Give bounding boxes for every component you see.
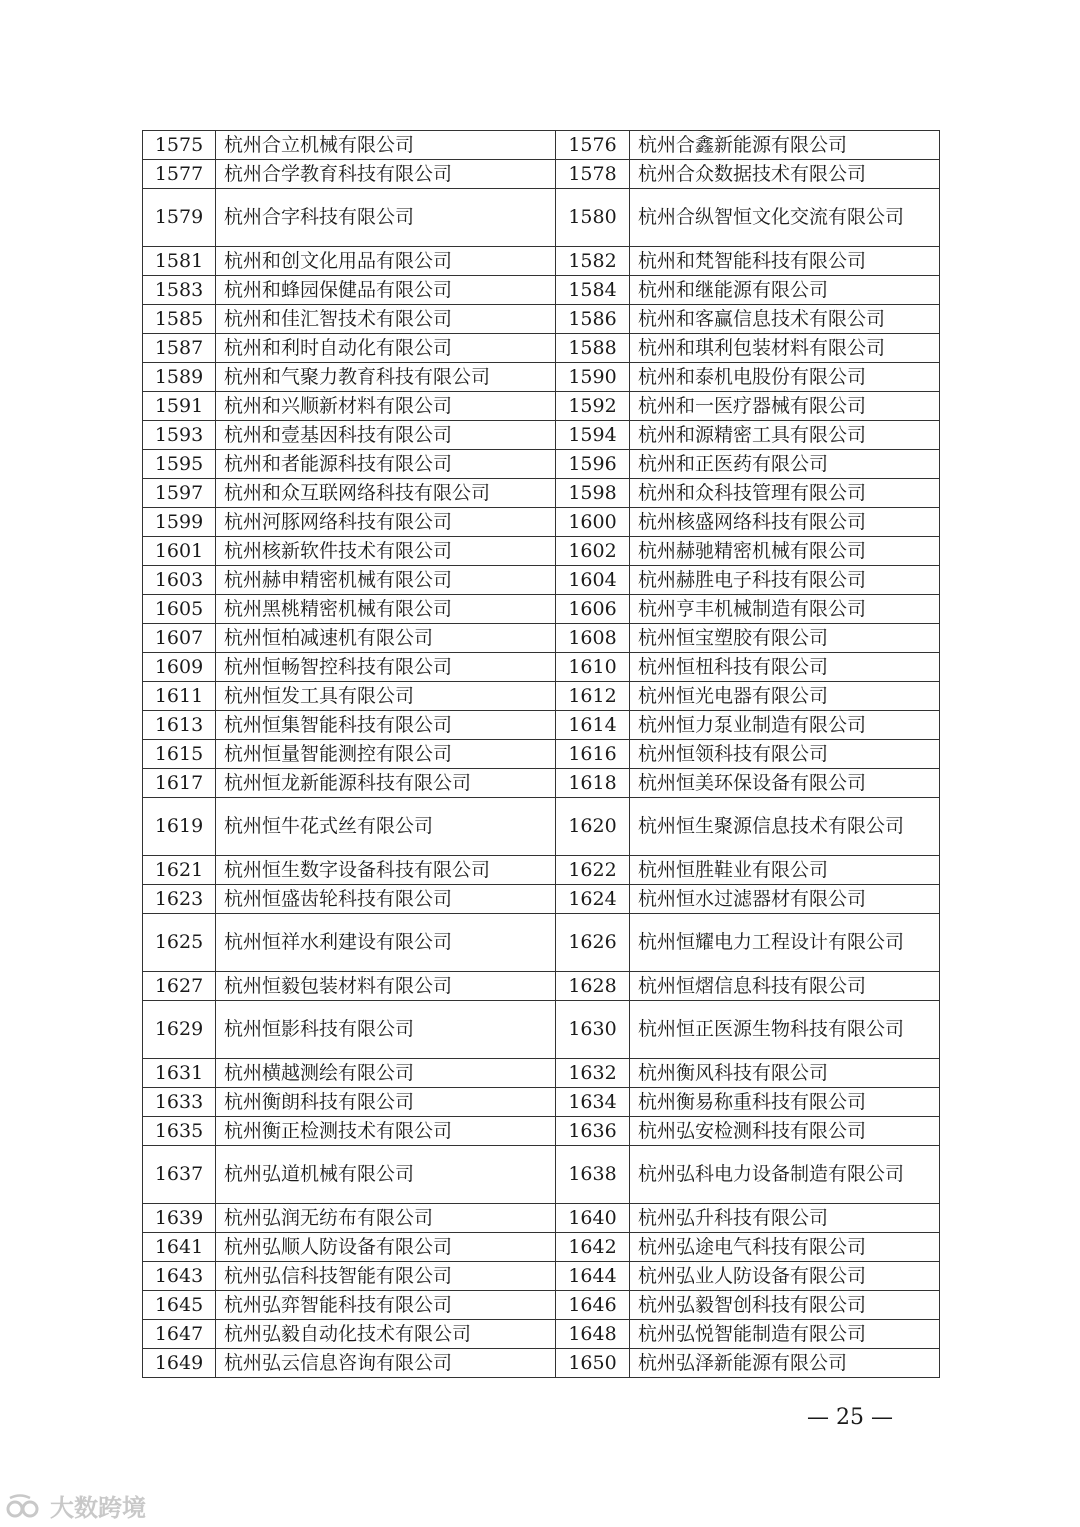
row-number-left: 1587 — [143, 334, 216, 363]
company-name-right: 杭州和继能源有限公司 — [630, 276, 940, 305]
row-number-right: 1582 — [556, 247, 630, 276]
company-name-right: 杭州弘毅智创科技有限公司 — [630, 1291, 940, 1320]
company-name-right: 杭州恒熠信息科技有限公司 — [630, 972, 940, 1001]
company-name-right: 杭州和正医药有限公司 — [630, 450, 940, 479]
company-name-left: 杭州恒集智能科技有限公司 — [216, 711, 556, 740]
table-row — [143, 798, 940, 856]
camera-logo-icon — [6, 1493, 46, 1519]
row-number-right: 1640 — [556, 1204, 630, 1233]
company-name-left: 杭州和佳汇智技术有限公司 — [216, 305, 556, 334]
row-number-left: 1649 — [143, 1349, 216, 1378]
company-name-left: 杭州横越测绘有限公司 — [216, 1059, 556, 1088]
row-number-left: 1585 — [143, 305, 216, 334]
company-name-left: 杭州合学教育科技有限公司 — [216, 160, 556, 189]
company-name-right: 杭州核盛网络科技有限公司 — [630, 508, 940, 537]
company-name-left: 杭州恒牛花式丝有限公司 — [216, 798, 556, 856]
row-number-left: 1575 — [143, 131, 216, 160]
table-row — [143, 595, 940, 624]
row-number-left: 1621 — [143, 856, 216, 885]
company-name-left: 杭州弘润无纺布有限公司 — [216, 1204, 556, 1233]
company-name-right: 杭州恒领科技有限公司 — [630, 740, 940, 769]
page-number: — 25 — — [807, 1405, 893, 1430]
company-name-left: 杭州恒盛齿轮科技有限公司 — [216, 885, 556, 914]
row-number-right: 1630 — [556, 1001, 630, 1059]
row-number-left: 1631 — [143, 1059, 216, 1088]
row-number-left: 1643 — [143, 1262, 216, 1291]
table-row — [143, 450, 940, 479]
company-name-left: 杭州弘云信息咨询有限公司 — [216, 1349, 556, 1378]
table-row — [143, 160, 940, 189]
company-name-right: 杭州赫驰精密机械有限公司 — [630, 537, 940, 566]
table-row — [143, 740, 940, 769]
company-name-left: 杭州恒祥水利建设有限公司 — [216, 914, 556, 972]
row-number-right: 1650 — [556, 1349, 630, 1378]
company-name-left: 杭州弘道机械有限公司 — [216, 1146, 556, 1204]
row-number-right: 1648 — [556, 1320, 630, 1349]
row-number-left: 1583 — [143, 276, 216, 305]
row-number-left: 1601 — [143, 537, 216, 566]
row-number-right: 1592 — [556, 392, 630, 421]
company-name-left: 杭州和众互联网络科技有限公司 — [216, 479, 556, 508]
company-name-right: 杭州衡易称重科技有限公司 — [630, 1088, 940, 1117]
company-name-right: 杭州合鑫新能源有限公司 — [630, 131, 940, 160]
row-number-right: 1626 — [556, 914, 630, 972]
row-number-right: 1622 — [556, 856, 630, 885]
company-name-left: 杭州赫申精密机械有限公司 — [216, 566, 556, 595]
row-number-right: 1624 — [556, 885, 630, 914]
row-number-right: 1606 — [556, 595, 630, 624]
company-name-left: 杭州和气聚力教育科技有限公司 — [216, 363, 556, 392]
row-number-right: 1590 — [556, 363, 630, 392]
row-number-right: 1576 — [556, 131, 630, 160]
row-number-right: 1638 — [556, 1146, 630, 1204]
company-name-right: 杭州恒耀电力工程设计有限公司 — [630, 914, 940, 972]
table-row — [143, 363, 940, 392]
company-name-right: 杭州恒杻科技有限公司 — [630, 653, 940, 682]
row-number-left: 1637 — [143, 1146, 216, 1204]
row-number-right: 1642 — [556, 1233, 630, 1262]
row-number-right: 1588 — [556, 334, 630, 363]
company-name-left: 杭州恒生数字设备科技有限公司 — [216, 856, 556, 885]
row-number-left: 1625 — [143, 914, 216, 972]
row-number-right: 1604 — [556, 566, 630, 595]
row-number-left: 1589 — [143, 363, 216, 392]
company-name-right: 杭州弘悦智能制造有限公司 — [630, 1320, 940, 1349]
company-name-right: 杭州弘途电气科技有限公司 — [630, 1233, 940, 1262]
row-number-right: 1602 — [556, 537, 630, 566]
row-number-left: 1619 — [143, 798, 216, 856]
row-number-left: 1635 — [143, 1117, 216, 1146]
company-name-right: 杭州赫胜电子科技有限公司 — [630, 566, 940, 595]
company-name-left: 杭州合立机械有限公司 — [216, 131, 556, 160]
row-number-right: 1636 — [556, 1117, 630, 1146]
company-name-left: 杭州恒发工具有限公司 — [216, 682, 556, 711]
table-row — [143, 392, 940, 421]
company-name-left: 杭州黑桃精密机械有限公司 — [216, 595, 556, 624]
company-name-left: 杭州和者能源科技有限公司 — [216, 450, 556, 479]
company-list-table — [142, 130, 940, 1378]
table-row — [143, 1117, 940, 1146]
company-name-left: 杭州合字科技有限公司 — [216, 189, 556, 247]
company-name-left: 杭州核新软件技术有限公司 — [216, 537, 556, 566]
row-number-left: 1647 — [143, 1320, 216, 1349]
company-name-right: 杭州恒胜鞋业有限公司 — [630, 856, 940, 885]
row-number-right: 1598 — [556, 479, 630, 508]
row-number-left: 1639 — [143, 1204, 216, 1233]
row-number-left: 1615 — [143, 740, 216, 769]
table-row — [143, 682, 940, 711]
company-name-right: 杭州恒力泵业制造有限公司 — [630, 711, 940, 740]
row-number-left: 1595 — [143, 450, 216, 479]
company-name-right: 杭州和泰机电股份有限公司 — [630, 363, 940, 392]
table-row — [143, 508, 940, 537]
row-number-left: 1617 — [143, 769, 216, 798]
company-name-left: 杭州恒量智能测控有限公司 — [216, 740, 556, 769]
company-name-right: 杭州和梵智能科技有限公司 — [630, 247, 940, 276]
table-row — [143, 1262, 940, 1291]
row-number-right: 1584 — [556, 276, 630, 305]
company-name-right: 杭州恒美环保设备有限公司 — [630, 769, 940, 798]
row-number-left: 1633 — [143, 1088, 216, 1117]
row-number-left: 1623 — [143, 885, 216, 914]
table-row — [143, 1233, 940, 1262]
watermark-text: 大数跨境 — [50, 1494, 146, 1522]
table-row — [143, 769, 940, 798]
row-number-right: 1600 — [556, 508, 630, 537]
company-name-left: 杭州恒影科技有限公司 — [216, 1001, 556, 1059]
company-name-right: 杭州恒正医源生物科技有限公司 — [630, 1001, 940, 1059]
company-name-left: 杭州恒柏减速机有限公司 — [216, 624, 556, 653]
table-row — [143, 566, 940, 595]
company-name-left: 杭州和兴顺新材料有限公司 — [216, 392, 556, 421]
row-number-left: 1579 — [143, 189, 216, 247]
table-row — [143, 1001, 940, 1059]
company-name-right: 杭州弘安检测科技有限公司 — [630, 1117, 940, 1146]
company-list-body — [143, 131, 940, 1378]
company-name-left: 杭州恒龙新能源科技有限公司 — [216, 769, 556, 798]
company-name-left: 杭州和创文化用品有限公司 — [216, 247, 556, 276]
row-number-left: 1577 — [143, 160, 216, 189]
company-name-right: 杭州弘业人防设备有限公司 — [630, 1262, 940, 1291]
company-name-right: 杭州和琪利包装材料有限公司 — [630, 334, 940, 363]
row-number-right: 1632 — [556, 1059, 630, 1088]
row-number-right: 1612 — [556, 682, 630, 711]
company-name-right: 杭州合众数据技术有限公司 — [630, 160, 940, 189]
table-row — [143, 1349, 940, 1378]
table-row — [143, 479, 940, 508]
row-number-left: 1629 — [143, 1001, 216, 1059]
row-number-left: 1593 — [143, 421, 216, 450]
row-number-left: 1603 — [143, 566, 216, 595]
table-row — [143, 1146, 940, 1204]
table-row — [143, 189, 940, 247]
row-number-left: 1597 — [143, 479, 216, 508]
company-name-right: 杭州弘科电力设备制造有限公司 — [630, 1146, 940, 1204]
row-number-right: 1614 — [556, 711, 630, 740]
company-name-right: 杭州衡风科技有限公司 — [630, 1059, 940, 1088]
table-row — [143, 1088, 940, 1117]
row-number-right: 1610 — [556, 653, 630, 682]
company-name-right: 杭州和源精密工具有限公司 — [630, 421, 940, 450]
row-number-right: 1620 — [556, 798, 630, 856]
table-row — [143, 711, 940, 740]
company-name-right: 杭州亨丰机械制造有限公司 — [630, 595, 940, 624]
row-number-right: 1596 — [556, 450, 630, 479]
table-row — [143, 856, 940, 885]
company-name-left: 杭州弘毅自动化技术有限公司 — [216, 1320, 556, 1349]
company-name-right: 杭州弘泽新能源有限公司 — [630, 1349, 940, 1378]
row-number-right: 1646 — [556, 1291, 630, 1320]
company-name-right: 杭州恒光电器有限公司 — [630, 682, 940, 711]
row-number-left: 1607 — [143, 624, 216, 653]
table-row — [143, 1204, 940, 1233]
company-name-left: 杭州和壹基因科技有限公司 — [216, 421, 556, 450]
company-name-right: 杭州弘升科技有限公司 — [630, 1204, 940, 1233]
row-number-right: 1644 — [556, 1262, 630, 1291]
row-number-left: 1627 — [143, 972, 216, 1001]
row-number-left: 1611 — [143, 682, 216, 711]
table-row — [143, 1059, 940, 1088]
company-name-left: 杭州弘弈智能科技有限公司 — [216, 1291, 556, 1320]
row-number-right: 1618 — [556, 769, 630, 798]
table-row — [143, 334, 940, 363]
company-name-right: 杭州和客赢信息技术有限公司 — [630, 305, 940, 334]
table-row — [143, 247, 940, 276]
company-name-left: 杭州弘顺人防设备有限公司 — [216, 1233, 556, 1262]
row-number-right: 1580 — [556, 189, 630, 247]
row-number-left: 1641 — [143, 1233, 216, 1262]
table-row — [143, 305, 940, 334]
watermark — [6, 1488, 146, 1523]
table-row — [143, 537, 940, 566]
row-number-right: 1634 — [556, 1088, 630, 1117]
table-row — [143, 972, 940, 1001]
row-number-left: 1645 — [143, 1291, 216, 1320]
company-name-left: 杭州弘信科技智能有限公司 — [216, 1262, 556, 1291]
row-number-left: 1609 — [143, 653, 216, 682]
row-number-right: 1578 — [556, 160, 630, 189]
row-number-right: 1594 — [556, 421, 630, 450]
row-number-left: 1581 — [143, 247, 216, 276]
table-row — [143, 653, 940, 682]
company-name-left: 杭州衡朗科技有限公司 — [216, 1088, 556, 1117]
row-number-right: 1586 — [556, 305, 630, 334]
company-name-left: 杭州和利时自动化有限公司 — [216, 334, 556, 363]
row-number-left: 1613 — [143, 711, 216, 740]
table-row — [143, 1291, 940, 1320]
company-name-left: 杭州衡正检测技术有限公司 — [216, 1117, 556, 1146]
table-row — [143, 1320, 940, 1349]
row-number-right: 1616 — [556, 740, 630, 769]
table-row — [143, 421, 940, 450]
company-name-right: 杭州和一医疗器械有限公司 — [630, 392, 940, 421]
company-name-right: 杭州合纵智恒文化交流有限公司 — [630, 189, 940, 247]
row-number-left: 1591 — [143, 392, 216, 421]
table-row — [143, 131, 940, 160]
company-name-left: 杭州恒畅智控科技有限公司 — [216, 653, 556, 682]
table-row — [143, 276, 940, 305]
row-number-left: 1599 — [143, 508, 216, 537]
company-name-right: 杭州恒生聚源信息技术有限公司 — [630, 798, 940, 856]
row-number-right: 1628 — [556, 972, 630, 1001]
company-name-right: 杭州恒宝塑胶有限公司 — [630, 624, 940, 653]
table-row — [143, 624, 940, 653]
row-number-left: 1605 — [143, 595, 216, 624]
company-name-right: 杭州和众科技管理有限公司 — [630, 479, 940, 508]
row-number-right: 1608 — [556, 624, 630, 653]
company-name-right: 杭州恒水过滤器材有限公司 — [630, 885, 940, 914]
company-name-left: 杭州恒毅包装材料有限公司 — [216, 972, 556, 1001]
company-name-left: 杭州和蜂园保健品有限公司 — [216, 276, 556, 305]
table-row — [143, 885, 940, 914]
company-name-left: 杭州河豚网络科技有限公司 — [216, 508, 556, 537]
table-row — [143, 914, 940, 972]
